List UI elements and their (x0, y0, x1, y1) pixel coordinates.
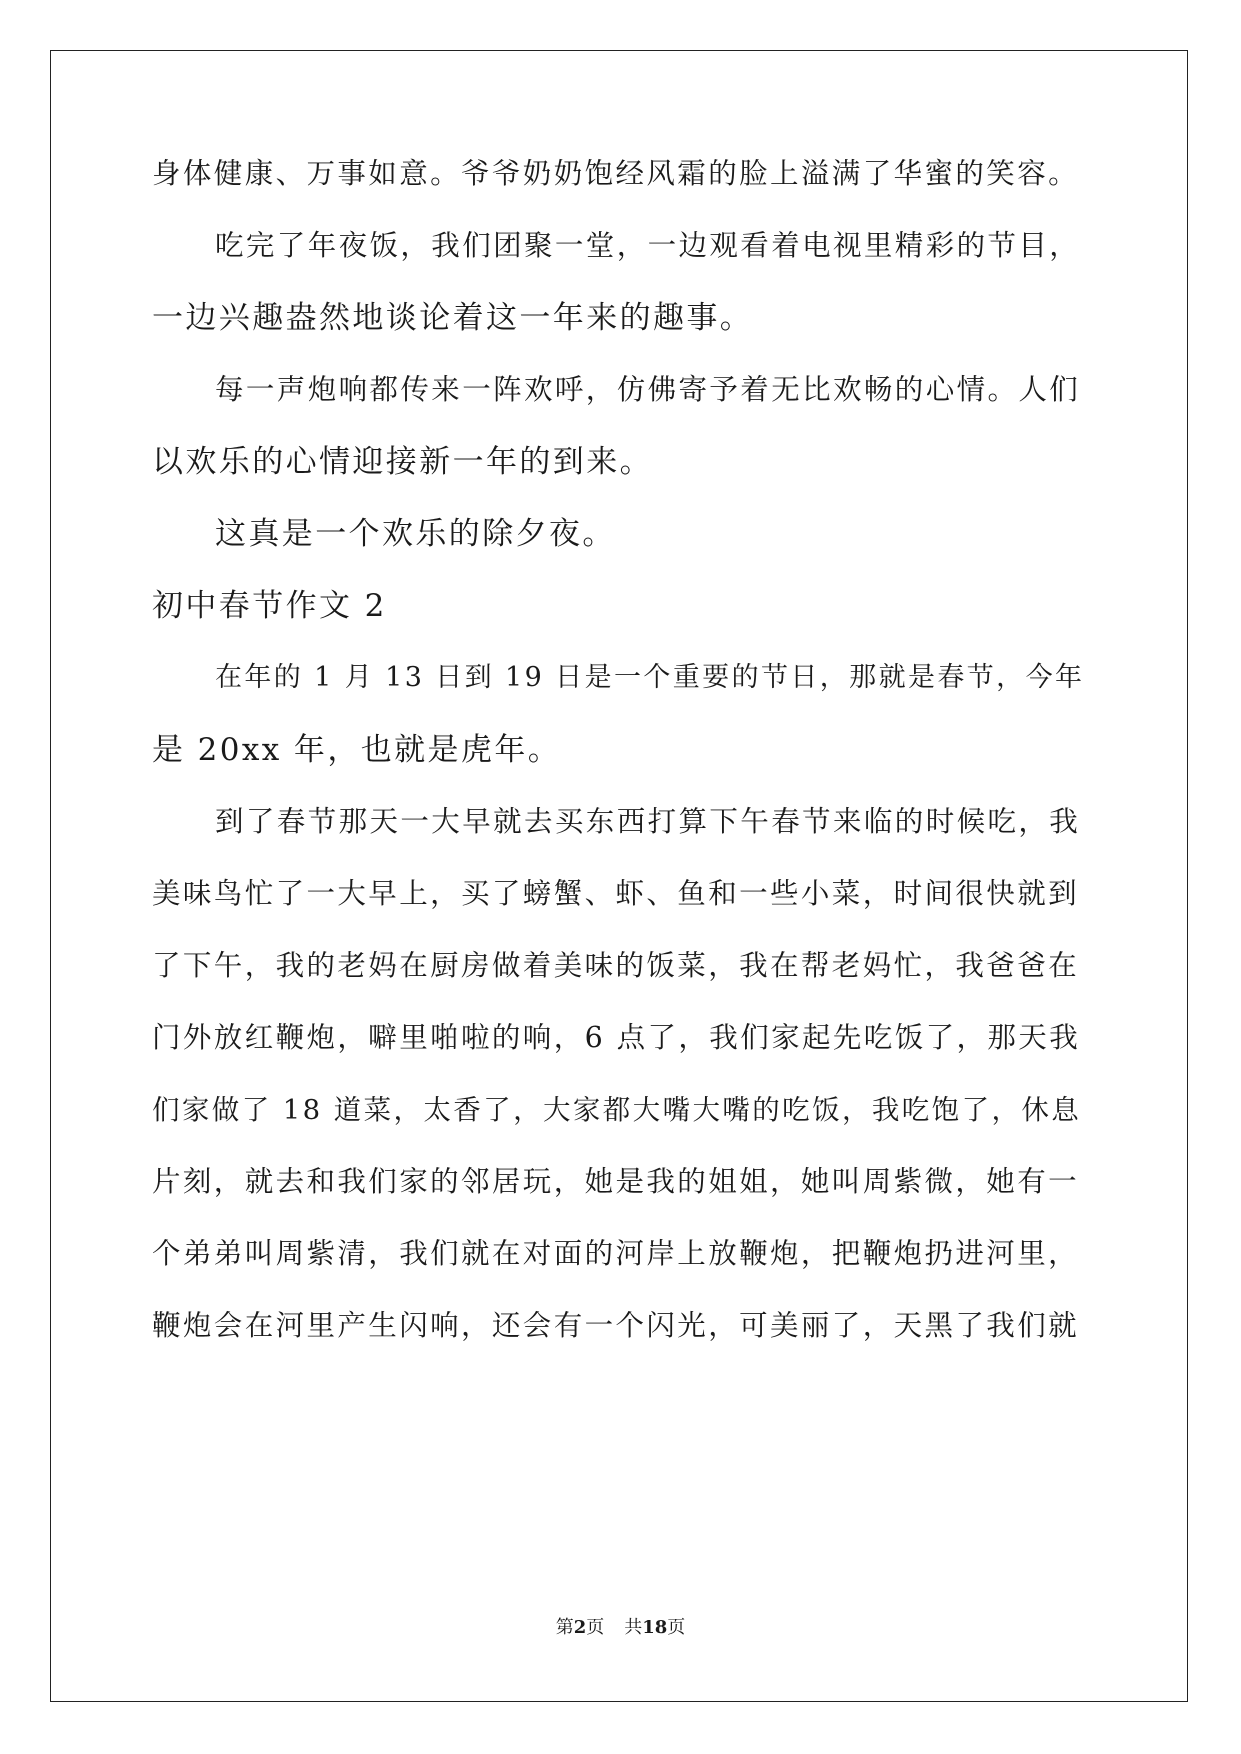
paragraph-line: 个弟弟叫周紫清，我们就在对面的河岸上放鞭炮，把鞭炮扔进河里， (152, 1237, 1080, 1270)
paragraph-line: 们家做了 18 道菜，太香了，大家都大嘴大嘴的吃饭，我吃饱了，休息 (152, 1094, 1082, 1126)
paragraph-line: 到了春节那天一大早就去买东西打算下午春节来临的时候吃，我 (215, 805, 1081, 838)
paragraph-line: 门外放红鞭炮，噼里啪啦的响，6 点了，我们家起先吃饭了，那天我 (152, 1021, 1081, 1054)
paragraph-line: 这真是一个欢乐的除夕夜。 (215, 516, 616, 552)
page-current: 2 (573, 1617, 587, 1638)
page-suffix: 页 (586, 1617, 605, 1638)
paragraph-line: 是 20xx 年，也就是虎年。 (152, 732, 562, 768)
paragraph-line: 鞭炮会在河里产生闪响，还会有一个闪光，可美丽了，天黑了我们就 (152, 1309, 1080, 1342)
paragraph-line: 美味鸟忙了一大早上，买了螃蟹、虾、鱼和一些小菜，时间很快就到 (152, 877, 1080, 910)
paragraph-line: 一边兴趣盎然地谈论着这一年来的趣事。 (152, 300, 754, 336)
paragraph-line: 片刻，就去和我们家的邻居玩，她是我的姐姐，她叫周紫微，她有一 (152, 1165, 1080, 1198)
page-prefix: 第 (555, 1617, 574, 1638)
page-total: 18 (642, 1617, 668, 1638)
paragraph-line: 每一声炮响都传来一阵欢呼，仿佛寄予着无比欢畅的心情。人们 (215, 373, 1081, 406)
total-suffix: 页 (667, 1617, 686, 1638)
paragraph-line: 在年的 1 月 13 日到 19 日是一个重要的节日，那就是春节，今年 (215, 662, 1085, 693)
paragraph-line: 以欢乐的心情迎接新一年的到来。 (152, 444, 653, 480)
paragraph-line: 吃完了年夜饭，我们团聚一堂，一边观看着电视里精彩的节目， (215, 229, 1081, 262)
total-prefix: 共 (624, 1617, 643, 1638)
section-heading: 初中春节作文 2 (152, 588, 387, 624)
paragraph-line: 了下午，我的老妈在厨房做着美味的饭菜，我在帮老妈忙，我爸爸在 (152, 949, 1080, 982)
paragraph-line: 身体健康、万事如意。爷爷奶奶饱经风霜的脸上溢满了华蜜的笑容。 (152, 157, 1080, 190)
page-footer (0, 1616, 1241, 1640)
